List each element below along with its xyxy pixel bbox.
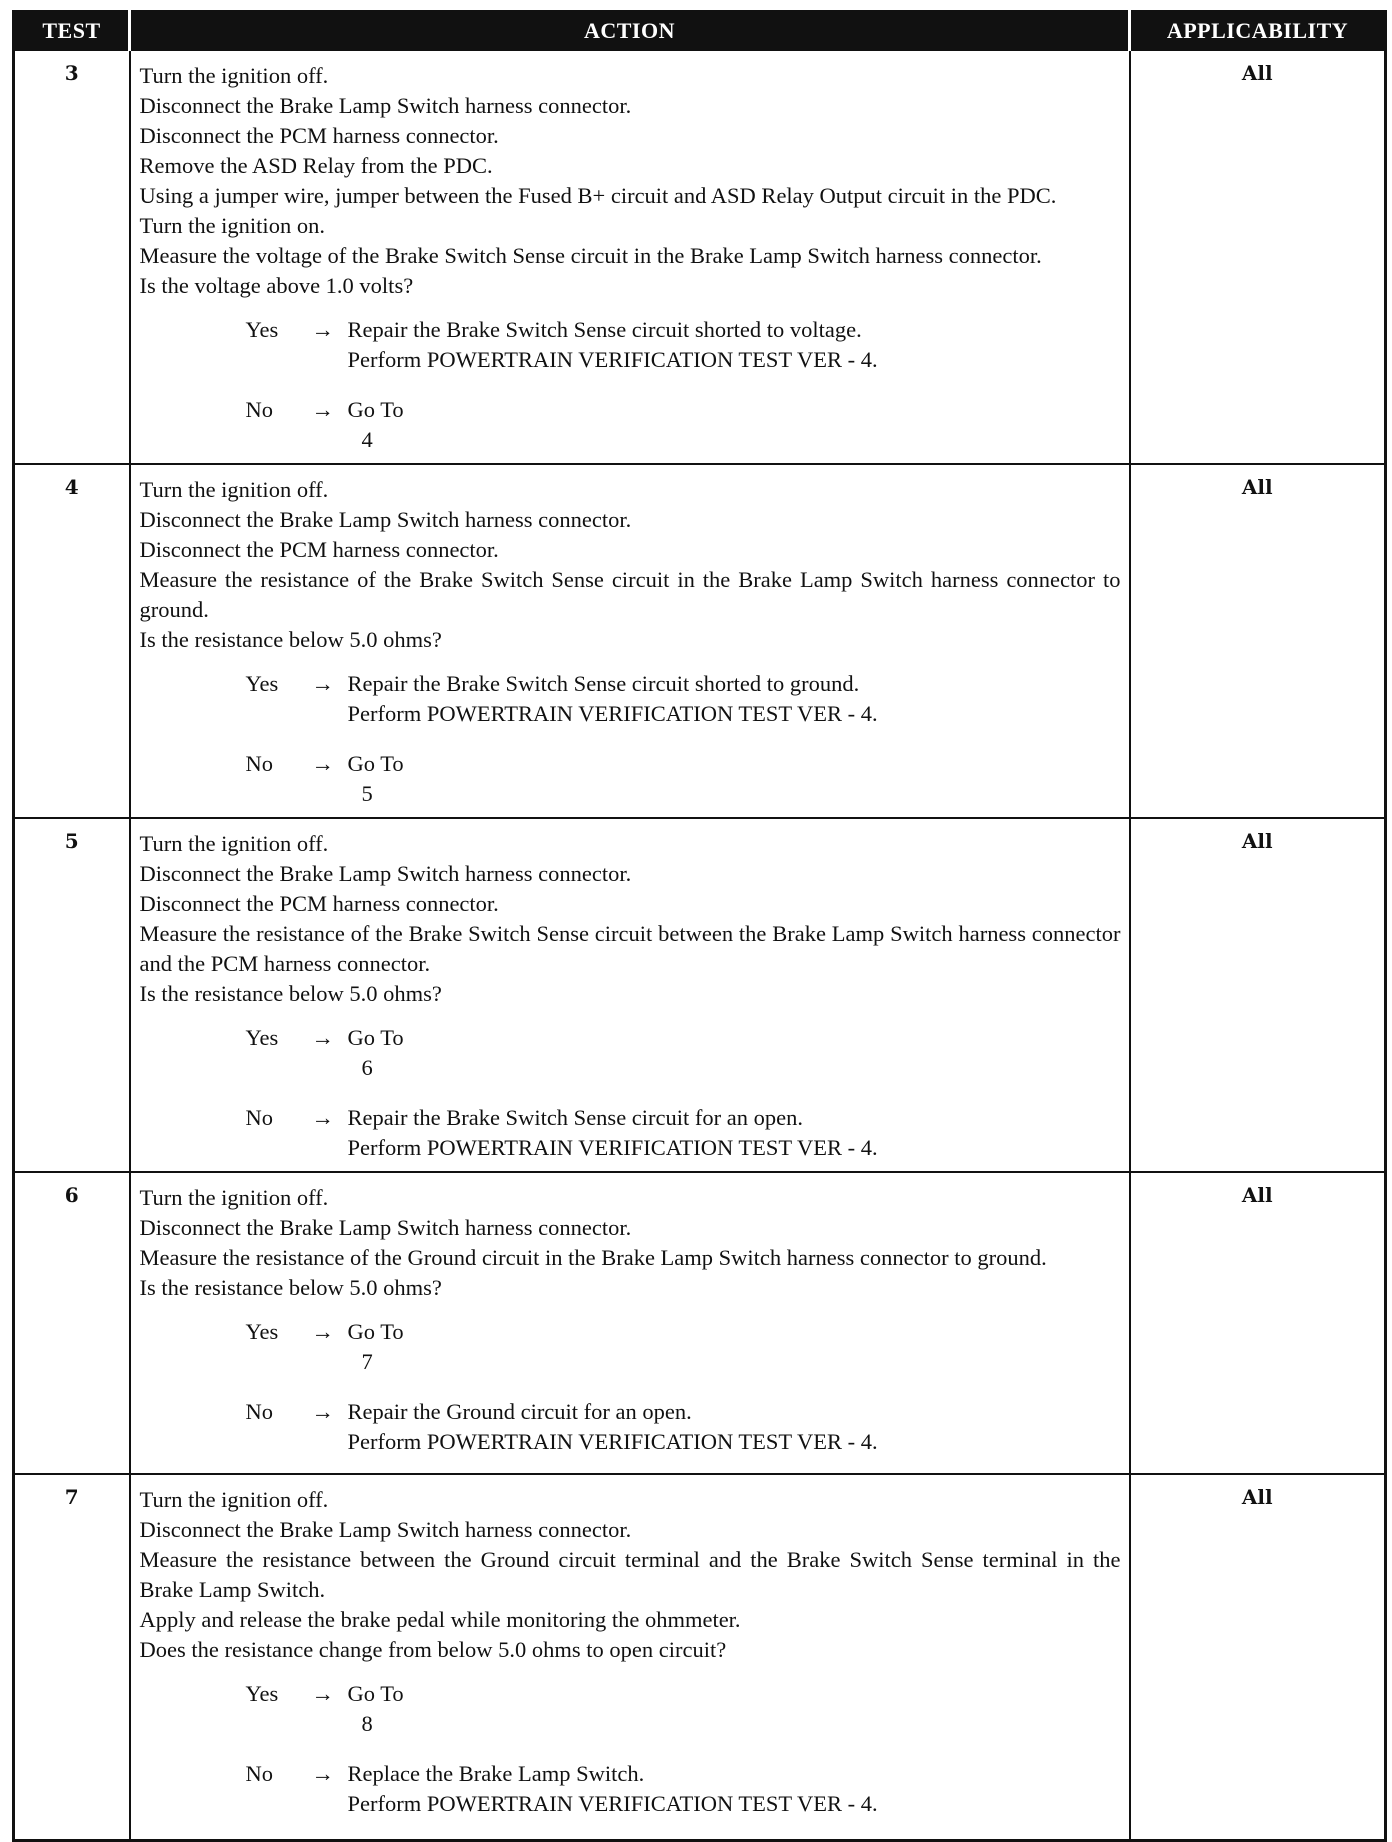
action-step: Disconnect the Brake Lamp Switch harness connector. — [139, 861, 632, 886]
arrow-icon: → — [311, 1105, 334, 1130]
arrow-icon: → — [311, 317, 334, 342]
arrow-icon: → — [311, 1025, 334, 1050]
action-step: Turn the ignition off. — [139, 831, 329, 856]
action-step: Measure the resistance of the Brake Switch Sense circuit in the Brake Lamp Switch harness connector to ground. — [139, 567, 1121, 622]
diagnostic-table — [12, 10, 1387, 1842]
goto-label: Go To — [347, 397, 404, 422]
action-step: Using a jumper wire, jumper between the Fused B+ circuit and ASD Relay Output circuit in the PDC. — [139, 183, 1057, 208]
action-step: Turn the ignition off. — [139, 477, 329, 502]
table-row — [14, 818, 1386, 1172]
answer-result — [348, 315, 1121, 375]
goto-number: 5 — [361, 781, 373, 806]
answer-line: Perform POWERTRAIN VERIFICATION TEST VER - 4. — [347, 701, 878, 726]
answer-result — [348, 1023, 1121, 1083]
answer-result — [348, 749, 1121, 809]
answers — [140, 315, 1121, 455]
action-step: Disconnect the Brake Lamp Switch harness connector. — [139, 1215, 632, 1240]
answer-yes — [246, 315, 1121, 375]
answer-line: Replace the Brake Lamp Switch. — [347, 1761, 645, 1786]
applicability: All — [1130, 818, 1386, 1172]
action-step: Measure the resistance of the Brake Switch Sense circuit between the Brake Lamp Switch harness connector and the PCM harness connector. — [139, 921, 1121, 976]
answer-line: Perform POWERTRAIN VERIFICATION TEST VER - 4. — [347, 1429, 878, 1454]
test-number: 7 — [14, 1474, 130, 1840]
answer-label: Yes — [245, 671, 279, 696]
applicability: All — [1130, 1172, 1386, 1474]
action-step: Measure the resistance between the Ground circuit terminal and the Brake Switch Sense terminal in the Brake Lamp Switch. — [139, 1547, 1121, 1602]
goto-line — [348, 1023, 1121, 1083]
header-action: ACTION — [130, 12, 1130, 51]
answer-no — [246, 749, 1121, 809]
answer-line: Repair the Brake Switch Sense circuit shorted to voltage. — [347, 317, 862, 342]
answer-no — [246, 1103, 1121, 1163]
answer-yes — [246, 1317, 1121, 1377]
answer-label: No — [245, 397, 273, 422]
action-step: Apply and release the brake pedal while monitoring the ohmmeter. — [139, 1607, 741, 1632]
test-number: 3 — [14, 50, 130, 464]
goto-label: Go To — [347, 1025, 404, 1050]
action-step: Is the resistance below 5.0 ohms? — [139, 981, 442, 1006]
test-number: 6 — [14, 1172, 130, 1474]
applicability: All — [1130, 1474, 1386, 1840]
answer-result — [348, 1679, 1121, 1739]
header-row — [14, 12, 1386, 51]
answers — [140, 669, 1121, 809]
answer-result — [348, 1103, 1121, 1163]
answer-line: Repair the Brake Switch Sense circuit for an open. — [347, 1105, 803, 1130]
answers — [140, 1317, 1121, 1457]
answer-label: Yes — [245, 1319, 279, 1344]
action-step: Disconnect the PCM harness connector. — [139, 123, 499, 148]
answer-label: No — [245, 1761, 273, 1786]
action-step: Disconnect the Brake Lamp Switch harness connector. — [139, 1517, 632, 1542]
goto-number: 4 — [361, 427, 373, 452]
action-step: Turn the ignition off. — [139, 1185, 329, 1210]
table-row — [14, 50, 1386, 464]
goto-line — [348, 1317, 1121, 1377]
answer-result — [348, 1759, 1121, 1819]
arrow-icon: → — [311, 751, 334, 776]
action-cell — [130, 1172, 1130, 1474]
action-step: Disconnect the Brake Lamp Switch harness connector. — [139, 93, 632, 118]
applicability: All — [1130, 464, 1386, 818]
goto-label: Go To — [347, 1681, 404, 1706]
goto-line — [348, 1679, 1121, 1739]
test-number: 4 — [14, 464, 130, 818]
test-number: 5 — [14, 818, 130, 1172]
answer-yes — [246, 669, 1121, 729]
answer-label: No — [245, 1399, 273, 1424]
arrow-icon: → — [311, 1761, 334, 1786]
answer-line: Perform POWERTRAIN VERIFICATION TEST VER - 4. — [347, 347, 878, 372]
answer-yes — [246, 1023, 1121, 1083]
arrow-icon: → — [311, 671, 334, 696]
header-applicability: APPLICABILITY — [1130, 12, 1386, 51]
goto-label: Go To — [347, 1319, 404, 1344]
action-step: Turn the ignition off. — [139, 1487, 329, 1512]
goto-number: 7 — [361, 1349, 373, 1374]
answer-line: Perform POWERTRAIN VERIFICATION TEST VER - 4. — [347, 1135, 878, 1160]
goto-number: 8 — [361, 1711, 373, 1736]
action-step: Disconnect the Brake Lamp Switch harness connector. — [139, 507, 632, 532]
action-step: Measure the voltage of the Brake Switch Sense circuit in the Brake Lamp Switch harness connector. — [139, 243, 1042, 268]
goto-line — [348, 395, 1121, 455]
answer-line: Repair the Ground circuit for an open. — [347, 1399, 692, 1424]
page — [12, 10, 1384, 1816]
action-step: Measure the resistance of the Ground circuit in the Brake Lamp Switch harness connector to ground. — [139, 1245, 1047, 1270]
table-row — [14, 1474, 1386, 1840]
goto-line — [348, 749, 1121, 809]
action-step: Turn the ignition on. — [139, 213, 325, 238]
action-step: Is the voltage above 1.0 volts? — [139, 273, 414, 298]
answer-no — [246, 1397, 1121, 1457]
applicability: All — [1130, 50, 1386, 464]
answer-result — [348, 395, 1121, 455]
answer-label: Yes — [245, 317, 279, 342]
arrow-icon: → — [311, 397, 334, 422]
answers — [140, 1679, 1121, 1819]
arrow-icon: → — [311, 1681, 334, 1706]
answer-label: Yes — [245, 1025, 279, 1050]
action-step: Remove the ASD Relay from the PDC. — [139, 153, 493, 178]
header-test: TEST — [14, 12, 130, 51]
table-row — [14, 1172, 1386, 1474]
answer-line: Perform POWERTRAIN VERIFICATION TEST VER - 4. — [347, 1791, 878, 1816]
action-step: Disconnect the PCM harness connector. — [139, 891, 499, 916]
action-cell — [130, 1474, 1130, 1840]
goto-number: 6 — [361, 1055, 373, 1080]
answer-yes — [246, 1679, 1121, 1739]
answer-no — [246, 395, 1121, 455]
action-step: Is the resistance below 5.0 ohms? — [139, 627, 442, 652]
answers — [140, 1023, 1121, 1163]
action-step: Turn the ignition off. — [139, 63, 329, 88]
answer-result — [348, 1397, 1121, 1457]
action-step: Does the resistance change from below 5.0 ohms to open circuit? — [139, 1637, 727, 1662]
action-step: Disconnect the PCM harness connector. — [139, 537, 499, 562]
action-step: Is the resistance below 5.0 ohms? — [139, 1275, 442, 1300]
answer-no — [246, 1759, 1121, 1819]
goto-label: Go To — [347, 751, 404, 776]
action-cell — [130, 818, 1130, 1172]
arrow-icon: → — [311, 1319, 334, 1344]
answer-result — [348, 1317, 1121, 1377]
arrow-icon: → — [311, 1399, 334, 1424]
action-cell — [130, 50, 1130, 464]
action-cell — [130, 464, 1130, 818]
answer-label: No — [245, 751, 273, 776]
answer-label: No — [245, 1105, 273, 1130]
table-row — [14, 464, 1386, 818]
answer-result — [348, 669, 1121, 729]
answer-line: Repair the Brake Switch Sense circuit shorted to ground. — [347, 671, 860, 696]
answer-label: Yes — [245, 1681, 279, 1706]
